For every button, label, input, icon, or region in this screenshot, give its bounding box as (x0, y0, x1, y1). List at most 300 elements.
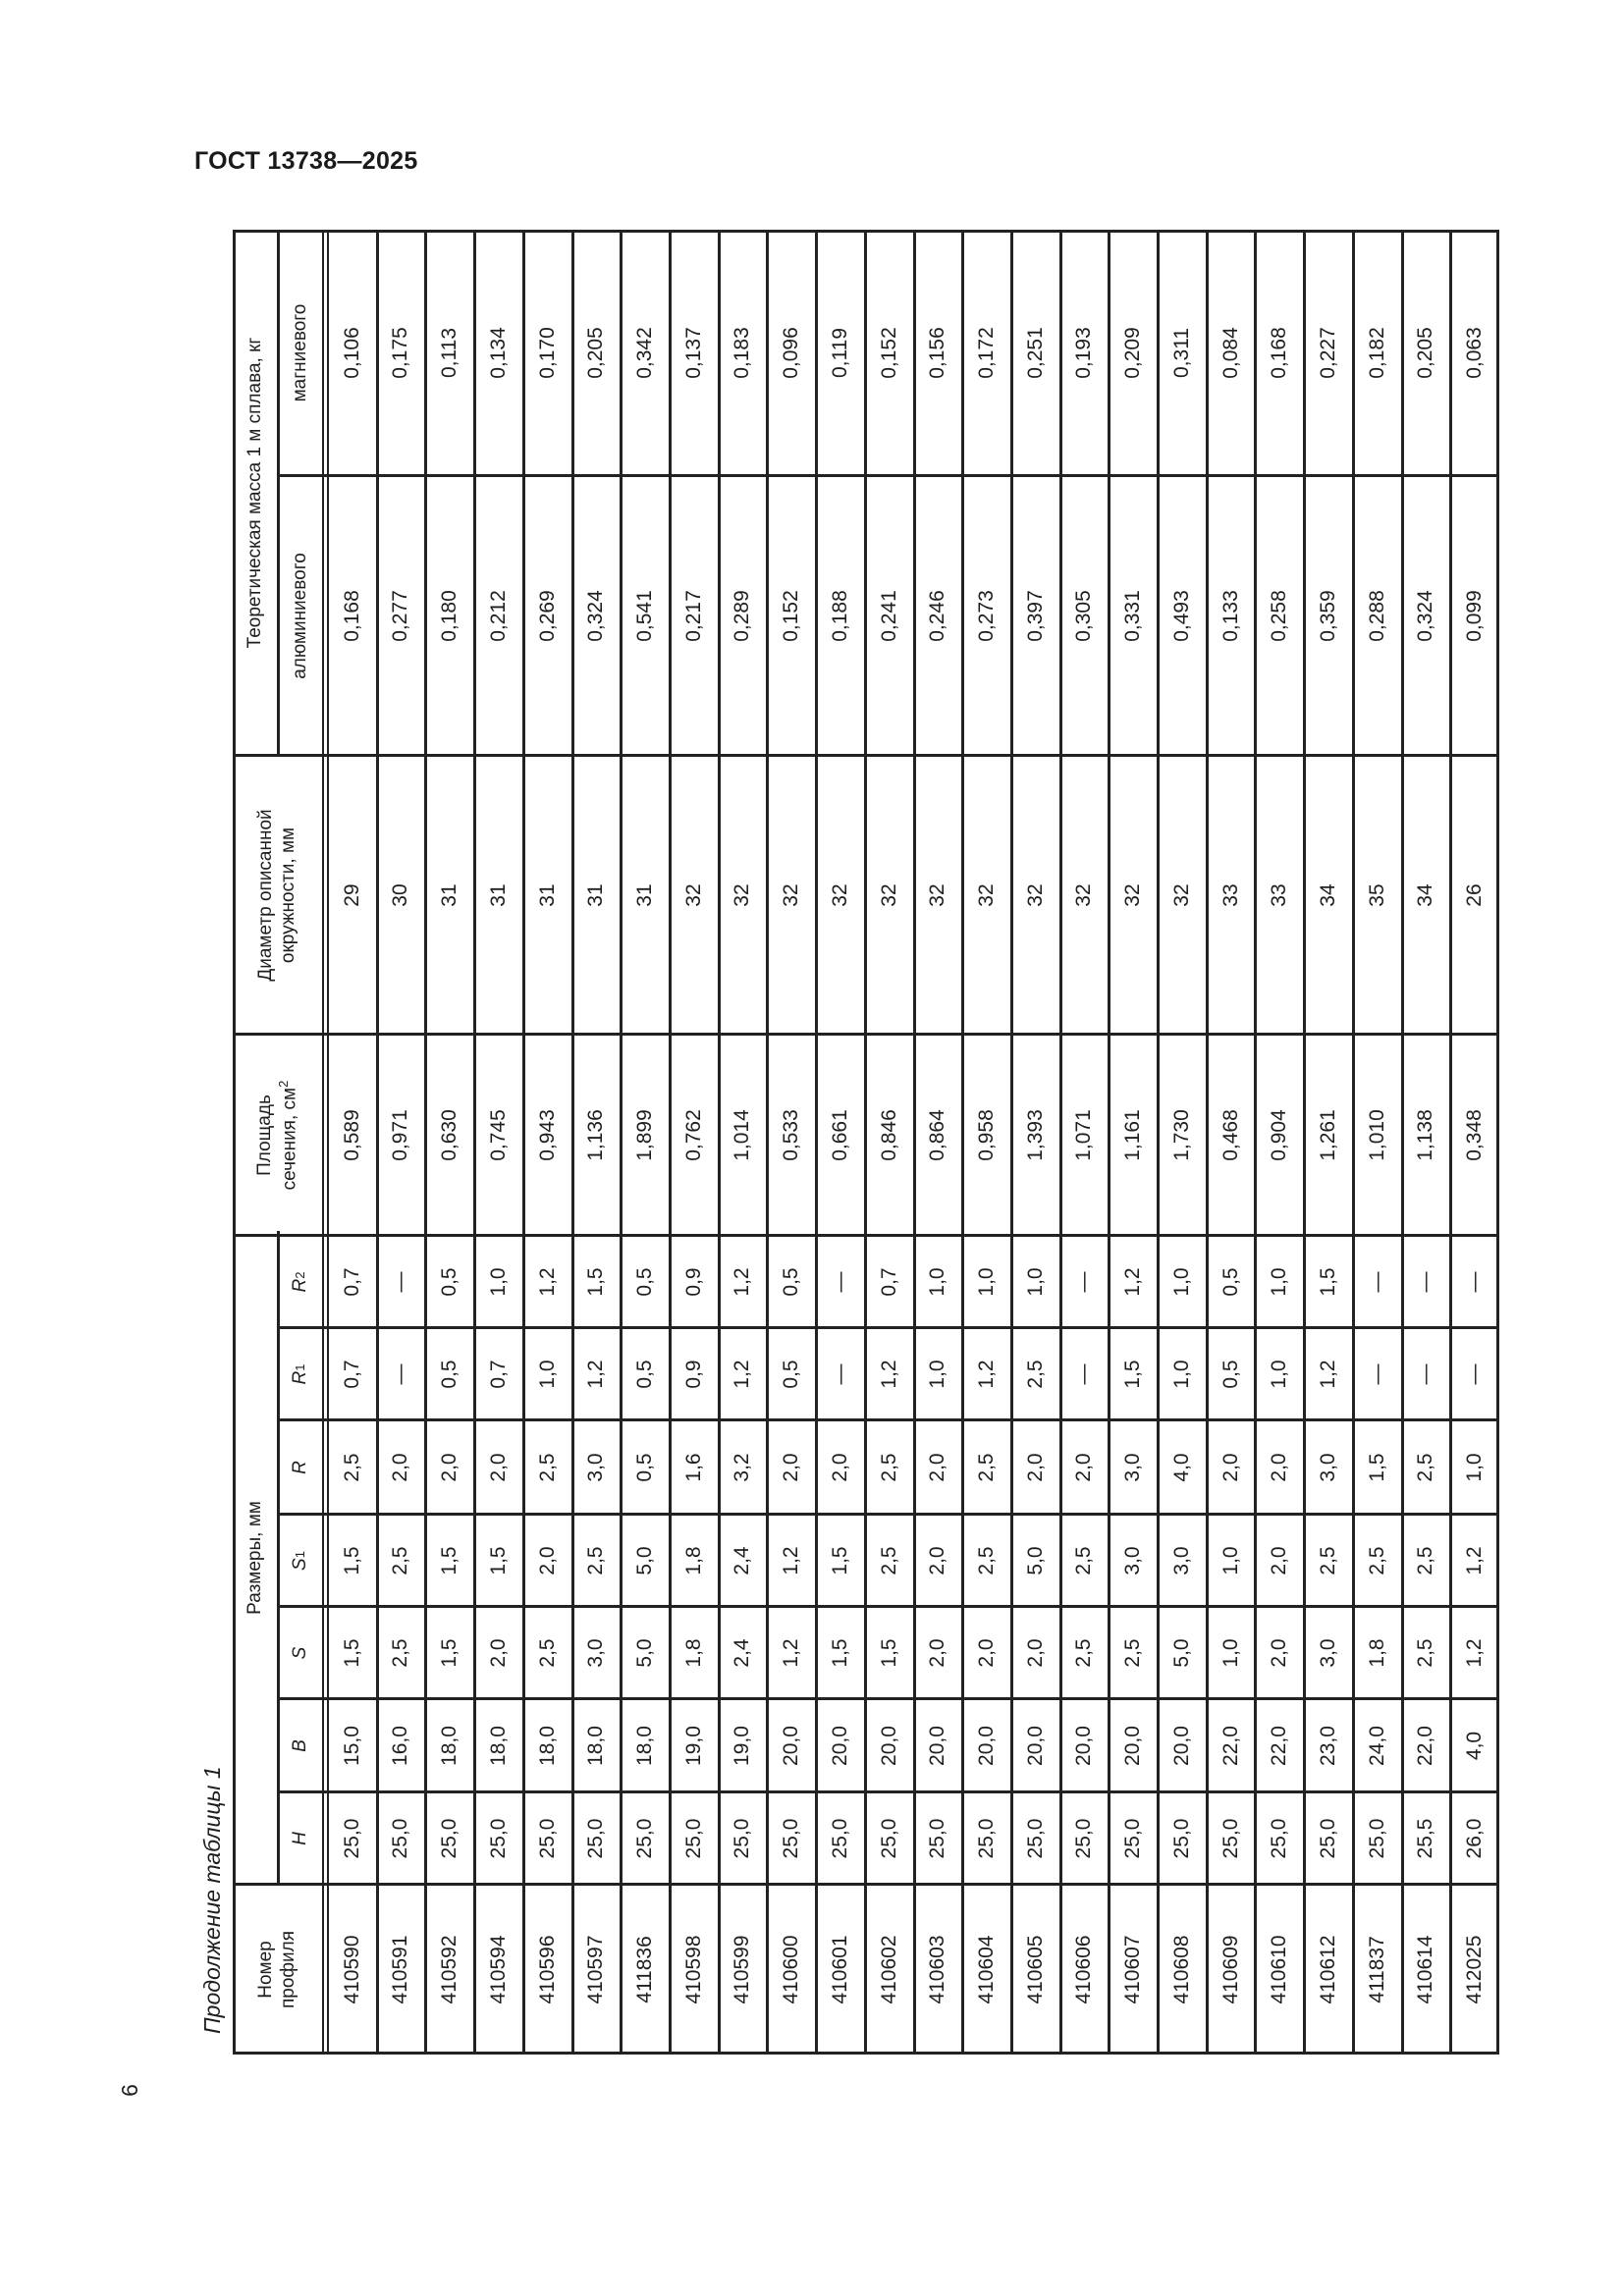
cell-S: 2,5 (1121, 1638, 1145, 1668)
cell-H: 25,0 (877, 1818, 900, 1859)
cell-S1: 1,2 (780, 1546, 803, 1575)
cell-R1: 0,5 (438, 1360, 461, 1389)
cell-S: 1,8 (1365, 1638, 1388, 1668)
header-R2-sub: 2 (293, 1271, 308, 1279)
cell-S1: 2,5 (389, 1546, 412, 1575)
cell-area: 0,971 (389, 1109, 412, 1161)
grid-line (522, 230, 525, 2055)
cell-R2: 1,0 (1268, 1267, 1291, 1297)
cell-mass-mg: 0,096 (780, 327, 803, 379)
cell-B: 19,0 (681, 1726, 705, 1766)
header-mass-magnesium: магниевого (289, 303, 310, 402)
cell-S1: 1,5 (438, 1546, 461, 1575)
cell-number: 410606 (1072, 1935, 1096, 2004)
cell-area: 0,589 (340, 1109, 363, 1161)
cell-S: 2,5 (1414, 1638, 1437, 1668)
cell-mass-al: 0,541 (633, 590, 657, 642)
cell-B: 18,0 (438, 1726, 461, 1766)
grid-line (278, 1605, 1499, 1608)
cell-mass-mg: 0,152 (877, 327, 900, 379)
cell-B: 18,0 (584, 1726, 608, 1766)
grid-line (913, 230, 916, 2055)
cell-diameter: 32 (1121, 883, 1145, 907)
cell-R2: — (1072, 1271, 1096, 1293)
cell-area: 0,630 (438, 1109, 461, 1161)
cell-number: 410592 (438, 1935, 461, 2004)
grid-line (278, 1697, 1499, 1700)
cell-diameter: 32 (780, 883, 803, 907)
cell-number: 410614 (1414, 1935, 1437, 2004)
cell-R2: — (828, 1271, 851, 1293)
cell-R2: 0,5 (633, 1267, 657, 1297)
cell-S1: 2,0 (535, 1546, 559, 1575)
cell-H: 25,0 (926, 1818, 949, 1859)
cell-S1: 2,5 (974, 1546, 998, 1575)
cell-mass-al: 0,180 (438, 590, 461, 642)
cell-area: 0,846 (877, 1109, 900, 1161)
cell-S1: 2,5 (1414, 1546, 1437, 1575)
cell-H: 25,0 (828, 1818, 851, 1859)
cell-mass-al: 0,258 (1268, 590, 1291, 642)
cell-mass-mg: 0,137 (681, 327, 705, 379)
cell-S: 2,5 (389, 1638, 412, 1668)
cell-R2: 0,7 (340, 1267, 363, 1297)
cell-S: 1,5 (340, 1638, 363, 1668)
cell-R2: 1,5 (584, 1267, 608, 1297)
cell-mass-al: 0,152 (780, 590, 803, 642)
cell-number: 410610 (1268, 1935, 1291, 2004)
header-diameter-line1: Диаметр описанной (255, 809, 277, 982)
cell-area: 1,138 (1414, 1109, 1437, 1161)
grid-line (424, 230, 427, 2055)
cell-number: 410602 (877, 1935, 900, 2004)
header-R2-base: R (289, 1278, 310, 1293)
cell-B: 20,0 (1072, 1726, 1096, 1766)
cell-S1: 1,8 (681, 1546, 705, 1575)
cell-B: 18,0 (486, 1726, 510, 1766)
cell-number: 410597 (584, 1935, 608, 2004)
header-mass-aluminum: алюминиевого (289, 553, 310, 679)
cell-diameter: 32 (731, 883, 754, 907)
cell-S1: 2,5 (584, 1546, 608, 1575)
cell-R1: 1,5 (1121, 1360, 1145, 1389)
cell-H: 25,0 (340, 1818, 363, 1859)
grid-line (1401, 230, 1404, 2055)
cell-B: 23,0 (1316, 1726, 1339, 1766)
cell-H: 25,0 (1268, 1818, 1291, 1859)
cell-diameter: 34 (1414, 883, 1437, 907)
cell-R1: 1,0 (926, 1360, 949, 1389)
cell-diameter: 33 (1268, 883, 1291, 907)
cell-S: 2,0 (1023, 1638, 1047, 1668)
cell-S: 1,2 (1463, 1638, 1487, 1668)
cell-mass-al: 0,324 (1414, 590, 1437, 642)
cell-B: 20,0 (780, 1726, 803, 1766)
header-R1-base: R (289, 1370, 310, 1385)
cell-R: 1,0 (1463, 1453, 1487, 1482)
cell-number: 410607 (1121, 1935, 1145, 2004)
cell-R: 2,0 (389, 1453, 412, 1482)
cell-S1: 1,5 (828, 1546, 851, 1575)
header-diameter-line2: окружности, мм (278, 827, 298, 964)
cell-B: 19,0 (731, 1726, 754, 1766)
cell-H: 25,0 (438, 1818, 461, 1859)
cell-area: 0,348 (1463, 1109, 1487, 1161)
cell-number: 411837 (1365, 1936, 1388, 2003)
grid-line (473, 230, 476, 2055)
cell-S: 1,0 (1218, 1638, 1242, 1668)
cell-number: 410601 (828, 1935, 851, 2004)
grid-line (1303, 230, 1306, 2055)
grid-line (620, 230, 623, 2055)
cell-diameter: 32 (681, 883, 705, 907)
cell-diameter: 31 (633, 883, 657, 907)
cell-area: 0,958 (974, 1109, 998, 1161)
cell-diameter: 34 (1316, 883, 1339, 907)
cell-S: 2,4 (731, 1638, 754, 1668)
cell-R: 2,5 (340, 1453, 363, 1482)
cell-area: 0,661 (828, 1109, 851, 1161)
cell-area: 1,136 (584, 1109, 608, 1161)
cell-B: 18,0 (535, 1726, 559, 1766)
cell-R: 2,5 (974, 1453, 998, 1482)
cell-R: 4,0 (1169, 1453, 1193, 1482)
cell-R2: — (1463, 1271, 1487, 1293)
grid-line (278, 474, 1499, 477)
cell-mass-mg: 0,106 (340, 327, 363, 379)
cell-mass-al: 0,099 (1463, 590, 1487, 642)
cell-area: 0,904 (1268, 1109, 1291, 1161)
cell-S: 3,0 (584, 1638, 608, 1668)
cell-S1: 2,5 (877, 1546, 900, 1575)
grid-line (1157, 230, 1160, 2055)
cell-mass-al: 0,269 (535, 590, 559, 642)
cell-mass-mg: 0,209 (1121, 327, 1145, 379)
cell-S1: 2,5 (1072, 1546, 1096, 1575)
header-S1 (278, 1515, 323, 1607)
cell-number: 410599 (731, 1935, 754, 2004)
cell-R: 2,5 (1414, 1453, 1437, 1482)
cell-mass-mg: 0,205 (584, 327, 608, 379)
cell-R1: — (1414, 1363, 1437, 1385)
cell-H: 25,0 (1316, 1818, 1339, 1859)
cell-B: 20,0 (926, 1726, 949, 1766)
cell-R2: — (1365, 1271, 1388, 1293)
cell-diameter: 31 (535, 883, 559, 907)
cell-S1: 2,5 (1316, 1546, 1339, 1575)
cell-R2: 0,5 (780, 1267, 803, 1297)
cell-R: 2,0 (828, 1453, 851, 1482)
header-diameter (233, 756, 323, 1035)
cell-diameter: 32 (1072, 883, 1096, 907)
header-R: R (289, 1461, 310, 1474)
cell-S: 2,0 (974, 1638, 998, 1668)
cell-B: 18,0 (633, 1726, 657, 1766)
cell-R1: 1,2 (974, 1360, 998, 1389)
header-B: B (289, 1739, 310, 1752)
grid-line (1254, 230, 1257, 2055)
grid-line (571, 230, 574, 2055)
cell-R1: — (1365, 1363, 1388, 1385)
cell-S1: 1,2 (1463, 1546, 1487, 1575)
cell-R: 1,6 (681, 1453, 705, 1482)
cell-R: 2,5 (535, 1453, 559, 1482)
cell-R1: — (1072, 1363, 1096, 1385)
cell-H: 26,0 (1463, 1818, 1487, 1859)
cell-area: 0,943 (535, 1109, 559, 1161)
cell-diameter: 32 (877, 883, 900, 907)
cell-R: 2,0 (1218, 1453, 1242, 1482)
cell-R2: 1,2 (535, 1267, 559, 1297)
cell-diameter: 31 (486, 883, 510, 907)
cell-B: 16,0 (389, 1726, 412, 1766)
grid-line (1352, 230, 1355, 2055)
cell-R2: 0,9 (681, 1267, 705, 1297)
cell-number: 410594 (486, 1935, 510, 2004)
cell-mass-mg: 0,134 (486, 327, 510, 379)
cell-mass-mg: 0,342 (633, 327, 657, 379)
cell-H: 25,0 (1121, 1818, 1145, 1859)
cell-number: 411836 (633, 1936, 657, 2003)
cell-mass-mg: 0,175 (389, 327, 412, 379)
cell-B: 22,0 (1268, 1726, 1291, 1766)
cell-R1: 0,7 (486, 1360, 510, 1389)
cell-mass-mg: 0,170 (535, 327, 559, 379)
cell-H: 25,0 (681, 1818, 705, 1859)
cell-H: 25,0 (486, 1818, 510, 1859)
cell-S1: 3,0 (1169, 1546, 1193, 1575)
cell-B: 20,0 (1121, 1726, 1145, 1766)
cell-H: 25,0 (1072, 1818, 1096, 1859)
cell-number: 410604 (974, 1935, 998, 2004)
cell-area: 1,730 (1169, 1109, 1193, 1161)
grid-line (1449, 230, 1452, 2055)
cell-R2: 1,0 (974, 1267, 998, 1297)
cell-R: 3,0 (1316, 1453, 1339, 1482)
header-R1 (278, 1328, 323, 1420)
cell-H: 25,0 (1169, 1818, 1193, 1859)
cell-S1: 3,0 (1121, 1546, 1145, 1575)
cell-R1: 1,2 (877, 1360, 900, 1389)
grid-line (278, 1326, 1499, 1329)
cell-area: 1,161 (1121, 1109, 1145, 1161)
cell-mass-mg: 0,251 (1023, 327, 1047, 379)
profiles-table (233, 230, 1499, 2055)
cell-number: 410612 (1316, 1935, 1339, 2004)
header-S1-sub: 1 (293, 1551, 308, 1559)
cell-B: 20,0 (1169, 1726, 1193, 1766)
cell-S: 1,5 (877, 1638, 900, 1668)
cell-R1: 1,2 (1316, 1360, 1339, 1389)
cell-R2: 0,5 (1218, 1267, 1242, 1297)
cell-mass-al: 0,212 (486, 590, 510, 642)
cell-mass-mg: 0,193 (1072, 327, 1096, 379)
cell-B: 20,0 (877, 1726, 900, 1766)
grid-line (1010, 230, 1013, 2055)
cell-R: 1,5 (1365, 1453, 1388, 1482)
cell-S: 2,5 (1072, 1638, 1096, 1668)
cell-H: 25,0 (731, 1818, 754, 1859)
header-profile-number: Номер профиля (255, 1930, 298, 2009)
cell-area: 1,010 (1365, 1109, 1388, 1161)
cell-H: 25,0 (535, 1818, 559, 1859)
cell-R1: — (389, 1363, 412, 1385)
grid-line (233, 230, 236, 2055)
cell-R: 2,5 (877, 1453, 900, 1482)
cell-number: 410605 (1023, 1935, 1047, 2004)
grid-line (669, 230, 672, 2055)
header-area-line2: сечения, см (279, 1087, 300, 1191)
cell-S: 1,8 (681, 1638, 705, 1668)
cell-H: 25,0 (780, 1818, 803, 1859)
cell-R: 2,0 (1268, 1453, 1291, 1482)
header-area-sup: 2 (276, 1080, 292, 1088)
cell-R1: 0,9 (681, 1360, 705, 1389)
cell-area: 0,533 (780, 1109, 803, 1161)
cell-S: 1,2 (780, 1638, 803, 1668)
cell-S: 1,5 (438, 1638, 461, 1668)
cell-S: 1,5 (828, 1638, 851, 1668)
cell-mass-al: 0,273 (974, 590, 998, 642)
cell-R1: 0,5 (780, 1360, 803, 1389)
cell-R1: — (828, 1363, 851, 1385)
cell-area: 0,762 (681, 1109, 705, 1161)
cell-number: 410609 (1218, 1935, 1242, 2004)
cell-S1: 1,5 (486, 1546, 510, 1575)
cell-diameter: 35 (1365, 883, 1388, 907)
cell-H: 25,0 (1023, 1818, 1047, 1859)
cell-mass-al: 0,324 (584, 590, 608, 642)
cell-diameter: 32 (1169, 883, 1193, 907)
cell-number: 410608 (1169, 1935, 1193, 2004)
cell-area: 0,864 (926, 1109, 949, 1161)
cell-mass-mg: 0,205 (1414, 327, 1437, 379)
cell-mass-mg: 0,182 (1365, 327, 1388, 379)
cell-S1: 2,4 (731, 1546, 754, 1575)
cell-R: 0,5 (633, 1453, 657, 1482)
header-S1-base: S (289, 1558, 310, 1571)
cell-number: 412025 (1463, 1935, 1487, 2004)
cell-R2: 1,0 (926, 1267, 949, 1297)
cell-mass-mg: 0,183 (731, 327, 754, 379)
cell-S: 5,0 (633, 1638, 657, 1668)
cell-R1: 0,7 (340, 1360, 363, 1389)
cell-H: 25,0 (389, 1818, 412, 1859)
cell-R2: 0,5 (438, 1267, 461, 1297)
cell-R2: — (1414, 1271, 1437, 1293)
cell-diameter: 26 (1463, 883, 1487, 907)
cell-diameter: 30 (389, 883, 412, 907)
cell-R1: 1,0 (1268, 1360, 1291, 1389)
cell-R2: 1,0 (1169, 1267, 1193, 1297)
grid-line (278, 1418, 1499, 1421)
grid-line (1059, 230, 1062, 2055)
cell-S1: 1,0 (1218, 1546, 1242, 1575)
cell-B: 4,0 (1463, 1731, 1487, 1761)
cell-R2: 1,0 (1023, 1267, 1047, 1297)
grid-line (278, 1790, 1499, 1793)
cell-S: 5,0 (1169, 1638, 1193, 1668)
cell-S: 2,0 (1268, 1638, 1291, 1668)
cell-mass-al: 0,246 (926, 590, 949, 642)
cell-number: 410603 (926, 1935, 949, 2004)
cell-diameter: 33 (1218, 883, 1242, 907)
cell-R2: 1,0 (486, 1267, 510, 1297)
cell-R1: 0,5 (1218, 1360, 1242, 1389)
page-number: 6 (116, 2084, 142, 2097)
cell-B: 20,0 (828, 1726, 851, 1766)
cell-mass-al: 0,359 (1316, 590, 1339, 642)
header-R2 (278, 1236, 323, 1328)
cell-area: 1,014 (731, 1109, 754, 1161)
cell-diameter: 31 (438, 883, 461, 907)
cell-area: 0,468 (1218, 1109, 1242, 1161)
cell-mass-al: 0,188 (828, 590, 851, 642)
cell-R: 2,0 (486, 1453, 510, 1482)
cell-S1: 2,0 (926, 1546, 949, 1575)
cell-H: 25,0 (1365, 1818, 1388, 1859)
grid-line (766, 230, 769, 2055)
grid-line (1496, 230, 1499, 2055)
cell-H: 25,0 (1218, 1818, 1242, 1859)
cell-mass-al: 0,493 (1169, 590, 1193, 642)
cell-diameter: 31 (584, 883, 608, 907)
cell-R1: 1,2 (584, 1360, 608, 1389)
cell-mass-al: 0,133 (1218, 590, 1242, 642)
cell-area: 1,899 (633, 1109, 657, 1161)
header-H: H (289, 1832, 310, 1845)
cell-R: 3,2 (731, 1453, 754, 1482)
cell-B: 24,0 (1365, 1726, 1388, 1766)
grid-line (1206, 230, 1209, 2055)
header-R1-sub: 1 (293, 1363, 308, 1371)
cell-number: 410600 (780, 1935, 803, 2004)
cell-mass-al: 0,217 (681, 590, 705, 642)
cell-R2: 0,7 (877, 1267, 900, 1297)
cell-R1: — (1463, 1363, 1487, 1385)
cell-B: 20,0 (974, 1726, 998, 1766)
cell-diameter: 32 (828, 883, 851, 907)
grid-line (327, 230, 329, 2055)
cell-H: 25,0 (584, 1818, 608, 1859)
cell-R2: 1,2 (731, 1267, 754, 1297)
cell-S1: 2,0 (1268, 1546, 1291, 1575)
cell-mass-mg: 0,311 (1169, 328, 1193, 378)
cell-number: 410590 (340, 1935, 363, 2004)
cell-mass-mg: 0,227 (1316, 327, 1339, 379)
cell-mass-mg: 0,084 (1218, 327, 1242, 379)
cell-S1: 2,5 (1365, 1546, 1388, 1575)
cell-S: 2,5 (535, 1638, 559, 1668)
cell-mass-mg: 0,172 (974, 327, 998, 379)
cell-S: 2,0 (486, 1638, 510, 1668)
cell-H: 25,0 (633, 1818, 657, 1859)
cell-R1: 0,5 (633, 1360, 657, 1389)
cell-R: 2,0 (1023, 1453, 1047, 1482)
cell-area: 1,071 (1072, 1109, 1096, 1161)
cell-mass-al: 0,331 (1121, 590, 1145, 642)
cell-S: 3,0 (1316, 1638, 1339, 1668)
cell-mass-mg: 0,063 (1463, 327, 1487, 379)
grid-line (718, 230, 721, 2055)
cell-B: 22,0 (1414, 1726, 1437, 1766)
grid-line (376, 230, 379, 2055)
header-dimensions-group: Размеры, мм (244, 1501, 265, 1615)
cell-mass-al: 0,305 (1072, 590, 1096, 642)
cell-mass-mg: 0,156 (926, 327, 949, 379)
cell-mass-mg: 0,168 (1268, 327, 1291, 379)
cell-R: 2,0 (1072, 1453, 1096, 1482)
